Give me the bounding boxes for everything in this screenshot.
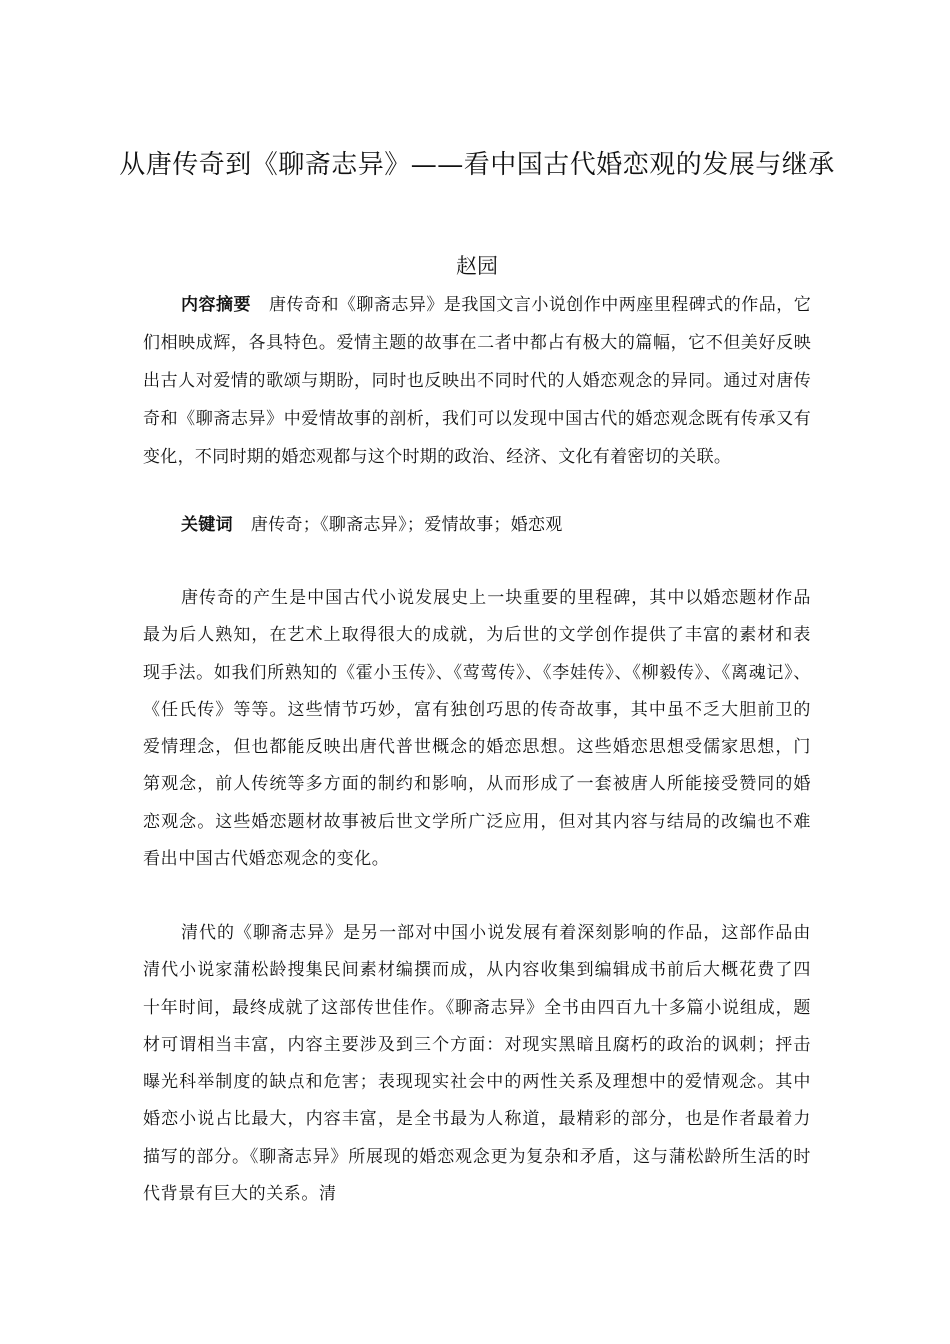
- keywords-text: 唐传奇；《聊斋志异》；爱情故事；婚恋观: [250, 515, 563, 535]
- keywords-label: 关键词: [181, 515, 233, 535]
- body-paragraph-2: 清代的《聊斋志异》是另一部对中国小说发展有着深刻影响的作品，这部作品由清代小说家蒲松龄搜集民间素材编撰而成，从内容收集到编辑成书前后大概花费了四十年时间，最终成就了这部传世佳作。《聊斋志异》全书由四百九十多篇小说组成，题材可谓相当丰富，内容主要涉及到三个方面：对现实黑暗且腐朽的政治的讽刺；抨击曝光科举制度的缺点和危害；表现现实社会中的两性关系及理想中的爱情观念。其中婚恋小说占比最大，内容丰富，是全书最为人称道，最精彩的部分，也是作者最着力描写的部分。《聊斋志异》所展现的婚恋观念更为复杂和矛盾，这与蒲松龄所生活的时代背景有巨大的关系。清: [143, 923, 811, 1205]
- author-name: 赵园: [456, 254, 498, 278]
- keywords-paragraph: [143, 506, 811, 544]
- paper-title: 从唐传奇到《聊斋志异》——看中国古代婚恋观的发展与继承: [119, 150, 835, 180]
- body-paragraph-1: 唐传奇的产生是中国古代小说发展史上一块重要的里程碑，其中以婚恋题材作品最为后人熟知，在艺术上取得很大的成就，为后世的文学创作提供了丰富的素材和表现手法。如我们所熟知的《霍小玉传》、《莺莺传》、《李娃传》、《柳毅传》、《离魂记》、《任氏传》等等。这些情节巧妙，富有独创巧思的传奇故事，其中虽不乏大胆前卫的爱情理念，但也都能反映出唐代普世概念的婚恋思想。这些婚恋思想受儒家思想，门第观念，前人传统等多方面的制约和影响，从而形成了一套被唐人所能接受赞同的婚恋观念。这些婚恋题材故事被后世文学所广泛应用，但对其内容与结局的改编也不难看出中国古代婚恋观念的变化。: [143, 588, 811, 870]
- abstract-text: 唐传奇和《聊斋志异》是我国文言小说创作中两座里程碑式的作品，它们相映成辉，各具特色。爱情主题的故事在二者中都占有极大的篇幅，它不但美好反映出古人对爱情的歌颂与期盼，同时也反映出不同时代的人婚恋观念的异同。通过对唐传奇和《聊斋志异》中爱情故事的剖析，我们可以发现中国古代的婚恋观念既有传承又有变化，不同时期的婚恋观都与这个时期的政治、经济、文化有着密切的关联。: [143, 295, 811, 467]
- abstract-label: 内容摘要: [181, 295, 251, 315]
- abstract-paragraph: [143, 286, 811, 476]
